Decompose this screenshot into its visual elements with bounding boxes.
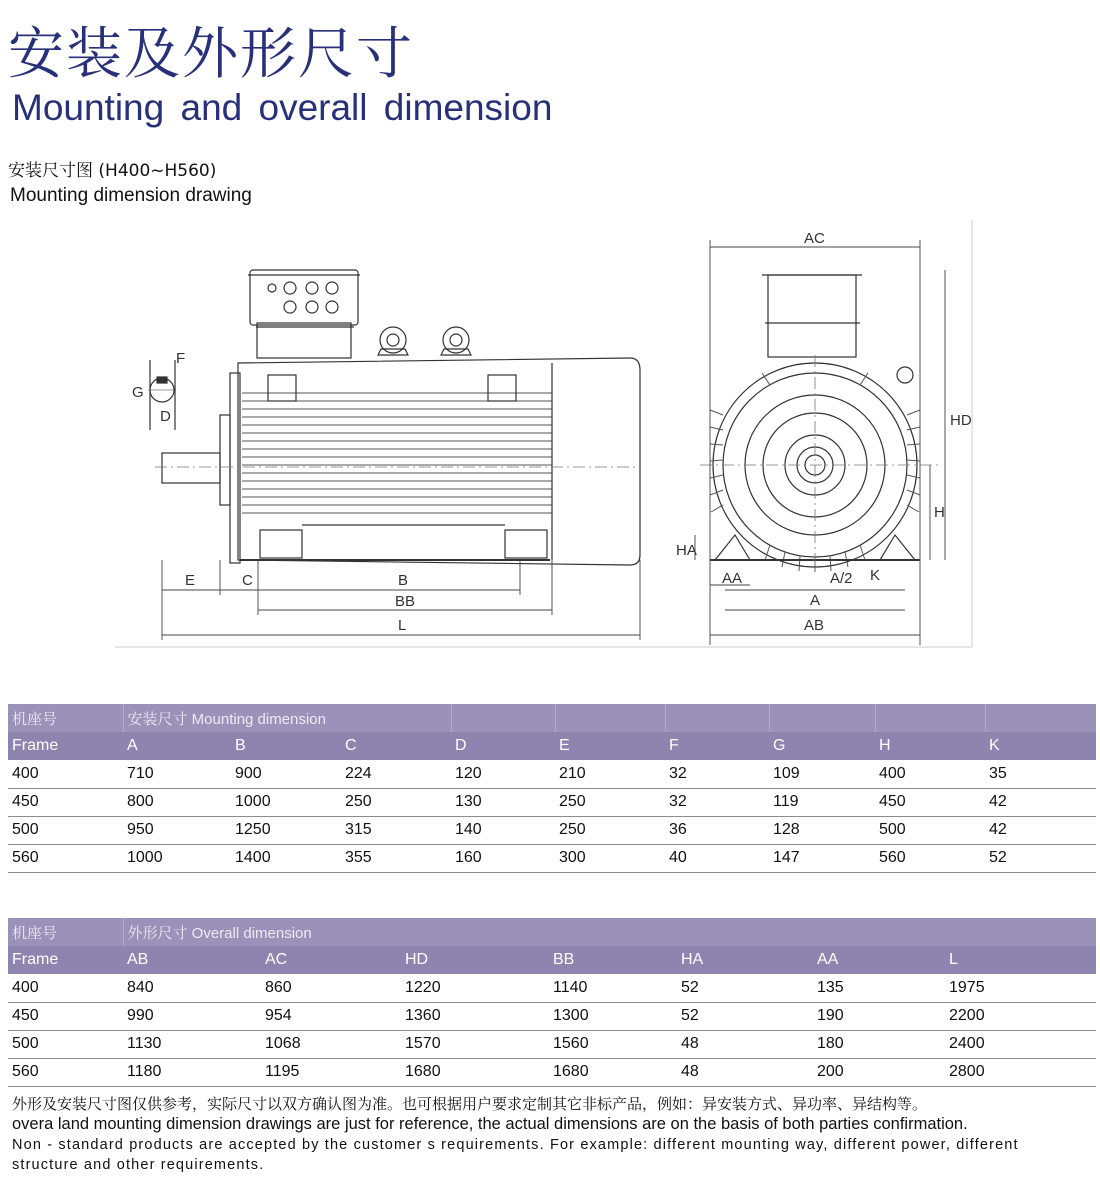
table-cell: 1220	[401, 974, 549, 1002]
table-cell: 2200	[945, 1002, 1096, 1030]
table-row	[8, 1030, 1096, 1058]
table-row	[8, 816, 1096, 844]
mount-hdr-blank-3	[665, 704, 769, 732]
table-cell: 450	[875, 788, 985, 816]
mount-group-label: 安装尺寸 Mounting dimension	[123, 704, 451, 732]
table-cell: 800	[123, 788, 231, 816]
table-cell: 710	[123, 760, 231, 788]
table-row	[8, 1002, 1096, 1030]
mount-col-header: Frame	[8, 732, 123, 760]
table-cell: 190	[813, 1002, 945, 1030]
mount-hdr-blank-4	[769, 704, 875, 732]
overall-col-header: L	[945, 946, 1096, 974]
mount-col-header: A	[123, 732, 231, 760]
table-cell: 500	[8, 816, 123, 844]
table-cell: 300	[555, 844, 665, 872]
front-label-ab: AB	[804, 617, 825, 634]
table-cell: 1680	[549, 1058, 677, 1086]
table-cell: 130	[451, 788, 555, 816]
note-en-non-standard: Non - standard products are accepted by the customer s requirements. For example: different mounting way, different power, different structure and other requirements.	[12, 1137, 1019, 1173]
side-label-l: L	[398, 617, 407, 634]
side-label-e: E	[185, 572, 196, 589]
table-cell: 48	[677, 1030, 813, 1058]
front-label-k: K	[870, 567, 881, 584]
table-cell: 1300	[549, 1002, 677, 1030]
table-cell: 400	[8, 974, 123, 1002]
table-cell: 48	[677, 1058, 813, 1086]
side-label-c: C	[242, 572, 253, 589]
front-label-ha: HA	[676, 542, 697, 559]
table-cell: 840	[123, 974, 261, 1002]
mount-col-header: C	[341, 732, 451, 760]
table-cell: 224	[341, 760, 451, 788]
page-title-en: Mounting and overall dimension	[12, 87, 553, 128]
table-row	[8, 1058, 1096, 1086]
table-cell: 560	[875, 844, 985, 872]
table-cell: 200	[813, 1058, 945, 1086]
table-cell: 52	[677, 974, 813, 1002]
table-cell: 119	[769, 788, 875, 816]
table-cell: 1180	[123, 1058, 261, 1086]
table-cell: 2800	[945, 1058, 1096, 1086]
table-cell: 42	[985, 788, 1096, 816]
table-cell: 1570	[401, 1030, 549, 1058]
overall-col-header: AB	[123, 946, 261, 974]
table-cell: 1680	[401, 1058, 549, 1086]
table-row	[8, 788, 1096, 816]
drawing-subtitle-en: Mounting dimension drawing	[10, 185, 252, 206]
drawing-subtitle-cn: 安装尺寸图 (H400~H560)	[8, 161, 217, 181]
table-cell: 954	[261, 1002, 401, 1030]
table-cell: 250	[341, 788, 451, 816]
mount-col-header: G	[769, 732, 875, 760]
front-label-ac: AC	[804, 230, 825, 247]
table-cell: 32	[665, 760, 769, 788]
table-cell: 1975	[945, 974, 1096, 1002]
overall-col-header: Frame	[8, 946, 123, 974]
overall-group-cn: 机座号	[8, 918, 123, 946]
table-cell: 1000	[231, 788, 341, 816]
table-cell: 42	[985, 816, 1096, 844]
page-title-cn: 安装及外形尺寸	[8, 22, 414, 87]
mount-hdr-blank-5	[875, 704, 985, 732]
table-cell: 147	[769, 844, 875, 872]
table-cell: 1195	[261, 1058, 401, 1086]
table-cell: 210	[555, 760, 665, 788]
overall-col-header: AA	[813, 946, 945, 974]
table-cell: 900	[231, 760, 341, 788]
mount-group-cn: 机座号	[8, 704, 123, 732]
table-cell: 109	[769, 760, 875, 788]
mount-hdr-blank-2	[555, 704, 665, 732]
table-cell: 250	[555, 816, 665, 844]
table-cell: 1000	[123, 844, 231, 872]
table-cell: 400	[8, 760, 123, 788]
table-cell: 180	[813, 1030, 945, 1058]
table-cell: 1560	[549, 1030, 677, 1058]
table-cell: 315	[341, 816, 451, 844]
mount-hdr-blank-1	[451, 704, 555, 732]
table-cell: 135	[813, 974, 945, 1002]
overall-col-header: HD	[401, 946, 549, 974]
table-cell: 1068	[261, 1030, 401, 1058]
table-cell: 500	[8, 1030, 123, 1058]
table-cell: 560	[8, 1058, 123, 1086]
table-cell: 1400	[231, 844, 341, 872]
table-cell: 1250	[231, 816, 341, 844]
table-cell: 52	[985, 844, 1096, 872]
mounting-dimension-table	[8, 704, 1096, 873]
overall-col-header: BB	[549, 946, 677, 974]
table-cell: 160	[451, 844, 555, 872]
table-cell: 250	[555, 788, 665, 816]
front-label-a: A	[810, 592, 821, 609]
mount-col-header: F	[665, 732, 769, 760]
side-label-d: D	[160, 408, 171, 425]
mount-col-header: K	[985, 732, 1096, 760]
table-cell: 120	[451, 760, 555, 788]
table-cell: 500	[875, 816, 985, 844]
table-row	[8, 974, 1096, 1002]
table-cell: 36	[665, 816, 769, 844]
mount-hdr-blank-6	[985, 704, 1096, 732]
table-cell: 860	[261, 974, 401, 1002]
table-cell: 950	[123, 816, 231, 844]
overall-col-header: AC	[261, 946, 401, 974]
table-row	[8, 844, 1096, 872]
overall-col-header: HA	[677, 946, 813, 974]
overall-dimension-table	[8, 918, 1096, 1087]
front-label-h: H	[934, 504, 945, 521]
front-label-aa: AA	[722, 570, 743, 587]
table-cell: 990	[123, 1002, 261, 1030]
mounting-dimension-drawing	[110, 215, 985, 655]
mount-col-header: H	[875, 732, 985, 760]
table-cell: 128	[769, 816, 875, 844]
front-label-a-half: A/2	[830, 570, 853, 587]
note-en-reference: overa land mounting dimension drawings are just for reference, the actual dimensions are on the basis of both parties confirmation.	[12, 1115, 968, 1133]
side-label-bb: BB	[395, 593, 416, 610]
mount-col-header: D	[451, 732, 555, 760]
side-label-g: G	[132, 384, 144, 401]
table-row	[8, 760, 1096, 788]
table-cell: 1130	[123, 1030, 261, 1058]
table-cell: 140	[451, 816, 555, 844]
table-cell: 35	[985, 760, 1096, 788]
table-cell: 560	[8, 844, 123, 872]
mount-col-header: B	[231, 732, 341, 760]
note-cn: 外形及安装尺寸图仅供参考，实际尺寸以双方确认图为准。也可根据用户要求定制其它非标产品，例如：异安装方式、异功率、异结构等。	[12, 1095, 928, 1113]
table-cell: 355	[341, 844, 451, 872]
front-label-hd: HD	[950, 412, 972, 429]
table-cell: 450	[8, 1002, 123, 1030]
table-cell: 1360	[401, 1002, 549, 1030]
table-cell: 400	[875, 760, 985, 788]
table-cell: 52	[677, 1002, 813, 1030]
side-label-f: F	[176, 350, 186, 367]
table-cell: 40	[665, 844, 769, 872]
table-cell: 450	[8, 788, 123, 816]
table-cell: 32	[665, 788, 769, 816]
table-cell: 2400	[945, 1030, 1096, 1058]
mount-col-header: E	[555, 732, 665, 760]
table-cell: 1140	[549, 974, 677, 1002]
side-label-b: B	[398, 572, 409, 589]
overall-group-label: 外形尺寸 Overall dimension	[123, 918, 1096, 946]
side-view	[148, 270, 640, 640]
